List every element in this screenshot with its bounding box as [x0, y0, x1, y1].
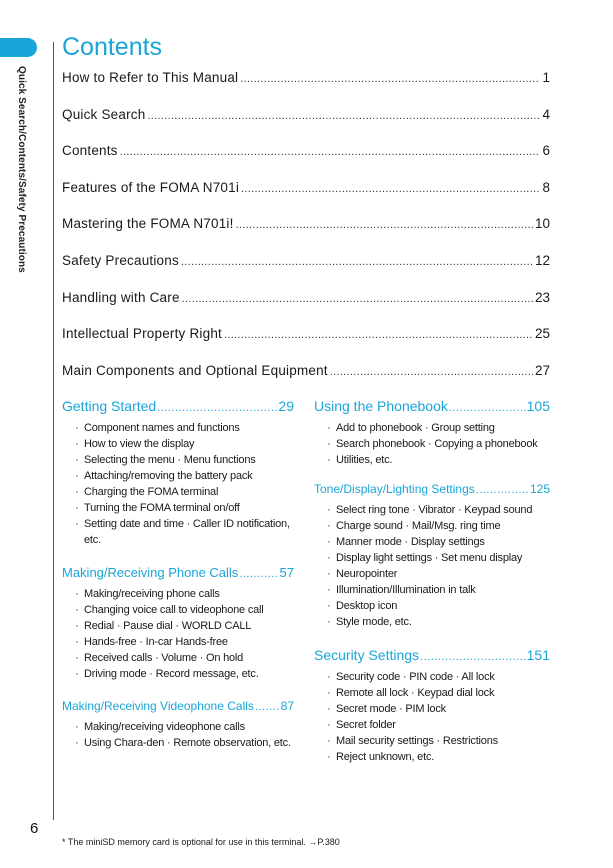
- dot-leader: [236, 213, 533, 237]
- toc-entry[interactable]: [62, 212, 550, 249]
- chapter-section: [314, 647, 550, 765]
- dot-leader: [420, 651, 526, 663]
- chapter-item-list: [314, 669, 550, 765]
- dot-leader: [182, 287, 533, 311]
- toc-entry[interactable]: [62, 139, 550, 176]
- chapter-heading[interactable]: [62, 398, 294, 414]
- chapter-item: · Component names and functions: [62, 420, 294, 436]
- toc-entry-label: Features of the FOMA N701i: [62, 179, 240, 195]
- chapter-heading-page: 125: [529, 482, 550, 496]
- chapter-item: · Search phonebook · Copying a phonebook: [314, 436, 550, 452]
- chapter-item: · Neuropointer: [314, 566, 550, 582]
- dot-leader: [330, 360, 533, 384]
- chapter-item: · Add to phonebook · Group setting: [314, 420, 550, 436]
- toc-entry-label: Contents: [62, 143, 118, 159]
- chapter-section: [62, 398, 294, 548]
- chapter-item: · Select ring tone · Vibrator · Keypad sound: [314, 502, 550, 518]
- chapter-item: · Manner mode · Display settings: [314, 534, 550, 550]
- toc-entry-page: 12: [534, 252, 550, 268]
- chapter-item: · Remote all lock · Keypad dial lock: [314, 685, 550, 701]
- chapter-item: · Style mode, etc.: [314, 614, 550, 630]
- chapter-item: · Setting date and time · Caller ID notification, etc.: [62, 516, 294, 548]
- chapter-section: [62, 565, 294, 682]
- chapter-item: · Display light settings · Set menu display: [314, 550, 550, 566]
- chapter-item: · Hands-free · In-car Hands-free: [62, 634, 294, 650]
- chapter-item: · Reject unknown, etc.: [314, 749, 550, 765]
- toc-entry-label: Main Components and Optional Equipment: [62, 362, 328, 378]
- chapter-column-left: [62, 398, 294, 751]
- chapter-item-list: [62, 420, 294, 548]
- chapter-item: · Secret mode · PIM lock: [314, 701, 550, 717]
- chapter-column-right: [314, 398, 550, 765]
- chapter-item: · Charge sound · Mail/Msg. ring time: [314, 518, 550, 534]
- chapter-heading-page: 105: [526, 398, 550, 414]
- chapter-item: · Turning the FOMA terminal on/off: [62, 500, 294, 516]
- dot-leader: [181, 250, 533, 274]
- chapter-heading[interactable]: [314, 482, 550, 496]
- chapter-section: [62, 699, 294, 751]
- chapter-item: · Making/receiving videophone calls: [62, 719, 294, 735]
- chapter-item-list: [62, 586, 294, 682]
- toc-entry-page: 25: [534, 326, 550, 342]
- chapter-item-list: [314, 502, 550, 630]
- chapter-heading-page: 87: [280, 699, 294, 713]
- chapter-heading-label: Tone/Display/Lighting Settings: [314, 482, 475, 496]
- chapter-heading-page: 151: [526, 647, 550, 663]
- chapter-heading-page: 57: [279, 565, 294, 580]
- chapter-item: · Attaching/removing the battery pack: [62, 468, 294, 484]
- toc-entry-label: How to Refer to This Manual: [62, 70, 239, 85]
- toc-entry-label: Quick Search: [62, 106, 146, 122]
- page-title: Contents: [62, 33, 163, 61]
- toc-list: [62, 66, 550, 395]
- chapter-item: · Secret folder: [314, 717, 550, 733]
- toc-entry[interactable]: [62, 176, 550, 213]
- dot-leader: [224, 323, 533, 347]
- chapter-item: · Charging the FOMA terminal: [62, 484, 294, 500]
- chapter-item: · How to view the display: [62, 436, 294, 452]
- dot-leader: [240, 67, 540, 91]
- chapter-item-list: [314, 420, 550, 468]
- margin-divider: [53, 42, 54, 820]
- toc-entry-page: 23: [534, 289, 550, 305]
- toc-entry-page: 4: [542, 106, 550, 122]
- sidebar-section-label: Quick Search/Contents/Safety Precautions: [16, 66, 27, 273]
- dot-leader: [255, 701, 280, 713]
- dot-leader: [147, 104, 540, 128]
- chapter-item: · Redial · Pause dial · WORLD CALL: [62, 618, 294, 634]
- chapter-heading-label: Making/Receiving Phone Calls: [62, 565, 239, 580]
- toc-entry[interactable]: [62, 286, 550, 323]
- chapter-heading-label: Security Settings: [314, 647, 420, 663]
- chapter-section: [314, 482, 550, 630]
- chapter-heading[interactable]: [314, 647, 550, 663]
- toc-entry-page: 6: [542, 143, 550, 159]
- toc-entry-label: Handling with Care: [62, 289, 180, 305]
- toc-entry-page: 27: [534, 362, 550, 378]
- dot-leader: [157, 402, 277, 414]
- chapter-heading-label: Using the Phonebook: [314, 398, 448, 414]
- chapter-item: · Making/receiving phone calls: [62, 586, 294, 602]
- dot-leader: [449, 402, 526, 414]
- chapter-item: · Mail security settings · Restrictions: [314, 733, 550, 749]
- dot-leader: [241, 177, 540, 201]
- dot-leader: [239, 568, 278, 580]
- chapter-heading-label: Getting Started: [62, 398, 157, 414]
- toc-entry[interactable]: [62, 103, 550, 140]
- toc-entry[interactable]: [62, 322, 550, 359]
- chapter-item: · Desktop icon: [314, 598, 550, 614]
- chapter-heading[interactable]: [314, 398, 550, 414]
- page-number: 6: [30, 820, 39, 837]
- chapter-heading-page: 29: [278, 398, 294, 414]
- chapter-heading[interactable]: [62, 565, 294, 580]
- chapter-section: [314, 398, 550, 468]
- chapter-item: · Security code · PIN code · All lock: [314, 669, 550, 685]
- toc-entry-page: 1: [542, 70, 550, 85]
- chapter-heading[interactable]: [62, 699, 294, 713]
- toc-entry[interactable]: [62, 359, 550, 396]
- toc-entry-label: Intellectual Property Right: [62, 326, 222, 342]
- toc-entry-page: 8: [542, 179, 550, 195]
- toc-entry-page: 10: [534, 216, 550, 232]
- chapter-item: · Selecting the menu · Menu functions: [62, 452, 294, 468]
- chapter-heading-label: Making/Receiving Videophone Calls: [62, 699, 254, 713]
- chapter-item: · Driving mode · Record message, etc.: [62, 666, 294, 682]
- chapter-item: · Utilities, etc.: [314, 452, 550, 468]
- chapter-item: · Received calls · Volume · On hold: [62, 650, 294, 666]
- chapter-item: · Using Chara-den · Remote observation, etc.: [62, 735, 294, 751]
- dot-leader: [120, 140, 541, 164]
- toc-entry[interactable]: [62, 66, 550, 103]
- footnote: * The miniSD memory card is optional for use in this terminal. →P.380: [62, 837, 340, 847]
- dot-leader: [476, 484, 529, 496]
- section-tab-marker: [0, 38, 37, 57]
- chapter-item-list: [62, 719, 294, 751]
- toc-entry[interactable]: [62, 249, 550, 286]
- chapter-item: · Changing voice call to videophone call: [62, 602, 294, 618]
- toc-entry-label: Safety Precautions: [62, 252, 179, 268]
- chapter-item: · Illumination/Illumination in talk: [314, 582, 550, 598]
- toc-entry-label: Mastering the FOMA N701i!: [62, 216, 234, 232]
